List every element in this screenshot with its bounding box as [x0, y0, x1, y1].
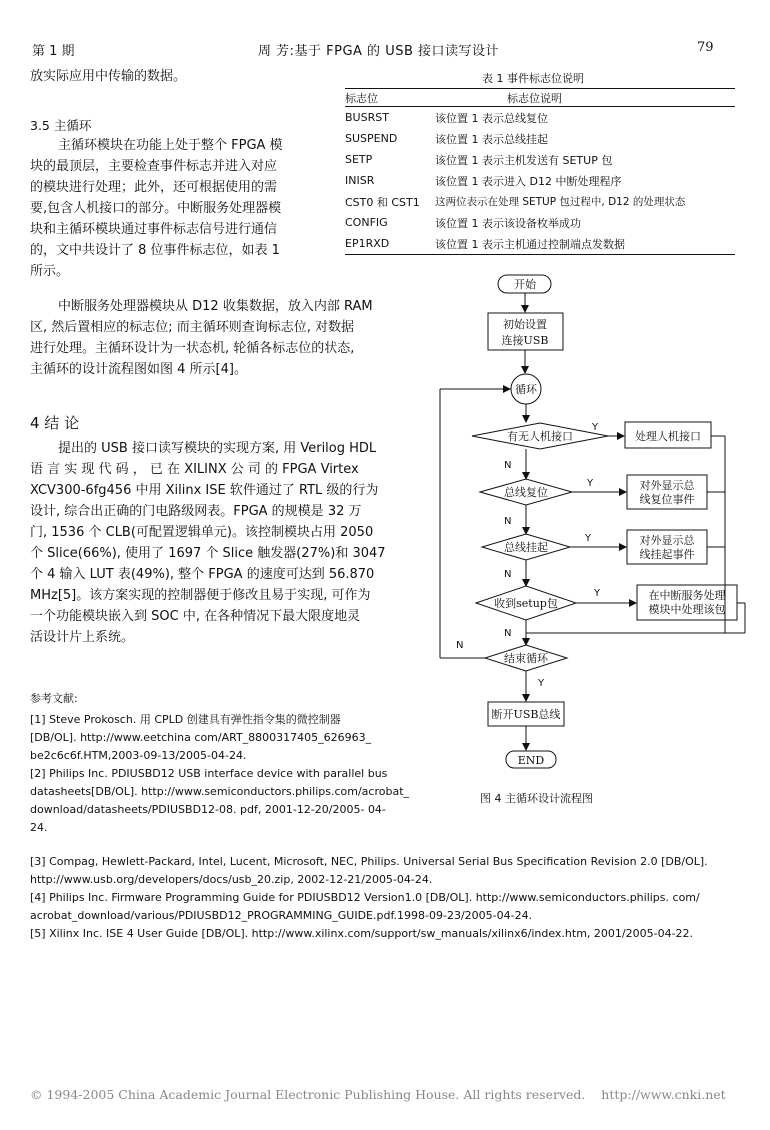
table-cell: BUSRST — [345, 111, 389, 124]
text-line: 所示。 — [30, 264, 70, 279]
section-3-5-title: 3.5 主循环 — [30, 118, 92, 133]
yes-label: Y — [587, 478, 594, 489]
table-row — [345, 170, 735, 191]
table-cell: 这两位表示在处理 SETUP 包过程中, D12 的处理状态 — [435, 196, 686, 208]
table-row — [345, 212, 735, 233]
reference-line: datasheets[DB/OL]. http://www.semiconductors.philips.com/acrobat_ — [30, 785, 410, 798]
paragraph-interrupt — [30, 296, 430, 380]
reference-line: 24. — [30, 821, 48, 834]
intro-line: 放实际应用中传输的数据。 — [30, 69, 187, 84]
table-cell: 该位置 1 表示进入 D12 中断处理程序 — [435, 174, 622, 188]
table-cell: INISR — [345, 174, 375, 187]
yes-label: Y — [538, 678, 545, 689]
references-list-column — [30, 711, 425, 837]
table-row — [345, 191, 735, 212]
main-loop-flowchart — [430, 268, 768, 788]
reference-line: [2] Philips Inc. PDIUSBD12 USB interface device with parallel bus — [30, 767, 388, 780]
paragraph-main-loop — [30, 135, 330, 282]
text-line: 中断服务处理器模块从 D12 收集数据，放入内部 RAM — [58, 299, 373, 314]
table-row — [345, 233, 735, 254]
text-line: 提出的 USB 接口读写模块的实现方案, 用 Verilog HDL — [58, 441, 377, 456]
table-cell: CST0 和 CST1 — [345, 195, 420, 209]
no-label: N — [456, 640, 464, 651]
table-cell: 该位置 1 表示主机通过控制端点发数据 — [435, 237, 625, 251]
section-4-title: 4 结 论 — [30, 414, 80, 432]
page-number: 79 — [697, 40, 714, 55]
event-flag-table — [345, 88, 735, 255]
text-line: 主循环模块在功能上处于整个 FPGA 模 — [58, 138, 283, 153]
table-header-cell: 标志位 — [345, 91, 378, 105]
table-header-cell: 标志位说明 — [507, 91, 562, 105]
text-line: XCV300-6fg456 中用 Xilinx ISE 软件通过了 RTL 级的行为 — [30, 483, 379, 498]
reference-line: [5] Xilinx Inc. ISE 4 User Guide [DB/OL]. http://www.xilinx.com/support/sw_manuals/xilinx6/index.htm, 2001/2005-04-22. — [30, 927, 694, 940]
action-bus-suspend-label-1: 对外显示总 — [639, 534, 695, 547]
figure-caption: 图 4 主循环设计流程图 — [480, 792, 593, 805]
text-line: 一个功能模块嵌入到 SOC 中, 在各种情况下最大限度地灵 — [30, 609, 361, 624]
text-line: 个 4 输入 LUT 表(49%), 整个 FPGA 的速度可达到 56.870 — [30, 567, 375, 582]
table-cell: SUSPEND — [345, 132, 398, 145]
text-line: 块和主循环模块通过事件标志信号进行通信 — [30, 222, 278, 237]
action-bus-reset-label-2: 线复位事件 — [639, 493, 695, 506]
text-line: 进行处理。主循环设计为一状态机, 轮循各标志位的状态, — [30, 341, 355, 356]
decision-bus-suspend-label: 总线挂起 — [504, 541, 548, 554]
loop-label: 循环 — [515, 383, 537, 396]
start-label: 开始 — [514, 278, 536, 291]
reference-line: download/datasheets/PDIUSBD12-08. pdf, 2001-12-20/2005- 04- — [30, 803, 386, 816]
table-cell: 该位置 1 表示总线挂起 — [435, 132, 548, 146]
table-cell: SETP — [345, 153, 373, 166]
reference-line: [DB/OL]. http://www.eetchina com/ART_8800317405_626963_ — [30, 731, 372, 744]
table-cell: 该位置 1 表示总线复位 — [435, 111, 548, 125]
reference-line: [4] Philips Inc. Firmware Programming Guide for PDIUSBD12 Version1.0 [DB/OL]. http://www.semiconductors.philips. com/ — [30, 891, 700, 904]
decision-bus-reset-label: 总线复位 — [504, 486, 548, 499]
table-cell: 该位置 1 表示主机发送有 SETUP 包 — [435, 153, 613, 167]
text-line: 块的最顶层，主要检查事件标志并进入对应 — [30, 159, 278, 174]
text-line: 的模块进行处理；此外，还可根据使用的需 — [30, 180, 278, 195]
table-row — [345, 128, 735, 149]
table-header-row — [345, 89, 735, 107]
text-line: 活设计片上系统。 — [30, 630, 135, 645]
table-row — [345, 107, 735, 129]
reference-line: be2c6c6f.HTM,2003-09-13/2005-04-24. — [30, 749, 247, 762]
yes-label: Y — [592, 422, 599, 433]
reference-line: [3] Compag, Hewlett-Packard, Intel, Lucent, Microsoft, NEC, Philips. Universal Serial Bus Specification Revision 2.0 [DB/OL]. — [30, 855, 708, 868]
decision-setup-label: 收到setup包 — [494, 597, 558, 610]
init-label-1: 初始设置 — [503, 318, 547, 331]
init-label-2: 连接USB — [501, 334, 549, 347]
no-label: N — [504, 569, 512, 580]
paragraph-conclusion — [30, 438, 430, 648]
journal-issue: 第 1 期 — [32, 44, 75, 59]
text-line: MHz[5]。该方案实现的控制器便于修改且易于实现, 可作为 — [30, 588, 371, 603]
no-label: N — [504, 628, 512, 639]
text-line: 语 言 实 现 代 码 ， 已 在 XILINX 公 司 的 FPGA Virtex — [30, 462, 359, 477]
no-label: N — [504, 516, 512, 527]
end-loop-label: 结束循环 — [504, 652, 548, 665]
action-setup-label-1: 在中断服务处理 — [648, 589, 726, 602]
disconnect-label: 断开USB总线 — [491, 708, 561, 721]
reference-line: acrobat_download/various/PDIUSBD12_PROGRAMMING_GUIDE.pdf.1998-09-23/2005-04-24. — [30, 909, 533, 922]
text-line: 主循环的设计流程图如图 4 所示[4]。 — [30, 362, 247, 377]
yes-label: Y — [594, 588, 601, 599]
text-line: 门, 1536 个 CLB(可配置逻辑单元)。该控制模块占用 2050 — [30, 525, 374, 540]
end-label: END — [517, 754, 545, 767]
text-line: 区, 然后置相应的标志位; 而主循环则查询标志位, 对数据 — [30, 320, 355, 335]
table-cell: CONFIG — [345, 216, 388, 229]
table-title: 表 1 事件标志位说明 — [482, 72, 584, 85]
no-label: N — [504, 460, 512, 471]
text-line: 设计, 综合出正确的门电路级网表。FPGA 的规模是 32 万 — [30, 504, 362, 519]
decision-hmi-label: 有无人机接口 — [507, 430, 573, 443]
running-title: 周 芳:基于 FPGA 的 USB 接口读写设计 — [258, 44, 500, 59]
table-cell: 该位置 1 表示该设备枚举成功 — [435, 216, 581, 230]
copyright-footer: © 1994-2005 China Academic Journal Electronic Publishing House. All rights reserved. http://www.cnki.net — [30, 1087, 726, 1102]
text-line: 要,包含人机接口的部分。中断服务处理器模 — [30, 201, 282, 216]
action-hmi-label: 处理人机接口 — [635, 430, 701, 443]
text-line: 的，文中共设计了 8 位事件标志位，如表 1 — [30, 243, 280, 258]
yes-label: Y — [585, 533, 592, 544]
references-list-full — [30, 853, 750, 943]
references-title: 参考文献: — [30, 692, 78, 705]
table-cell: EP1RXD — [345, 237, 390, 250]
text-line: 个 Slice(66%), 使用了 1697 个 Slice 触发器(27%)和 3047 — [30, 546, 386, 561]
action-setup-label-2: 模块中处理该包 — [648, 603, 726, 616]
action-bus-suspend-label-2: 线挂起事件 — [639, 548, 695, 561]
table-row — [345, 149, 735, 170]
reference-line: http://www.usb.org/developers/docs/usb_20.zip, 2002-12-21/2005-04-24. — [30, 873, 433, 886]
reference-line: [1] Steve Prokosch. 用 CPLD 创建具有弹性指令集的微控制器 — [30, 713, 341, 726]
action-bus-reset-label-1: 对外显示总 — [639, 479, 695, 492]
